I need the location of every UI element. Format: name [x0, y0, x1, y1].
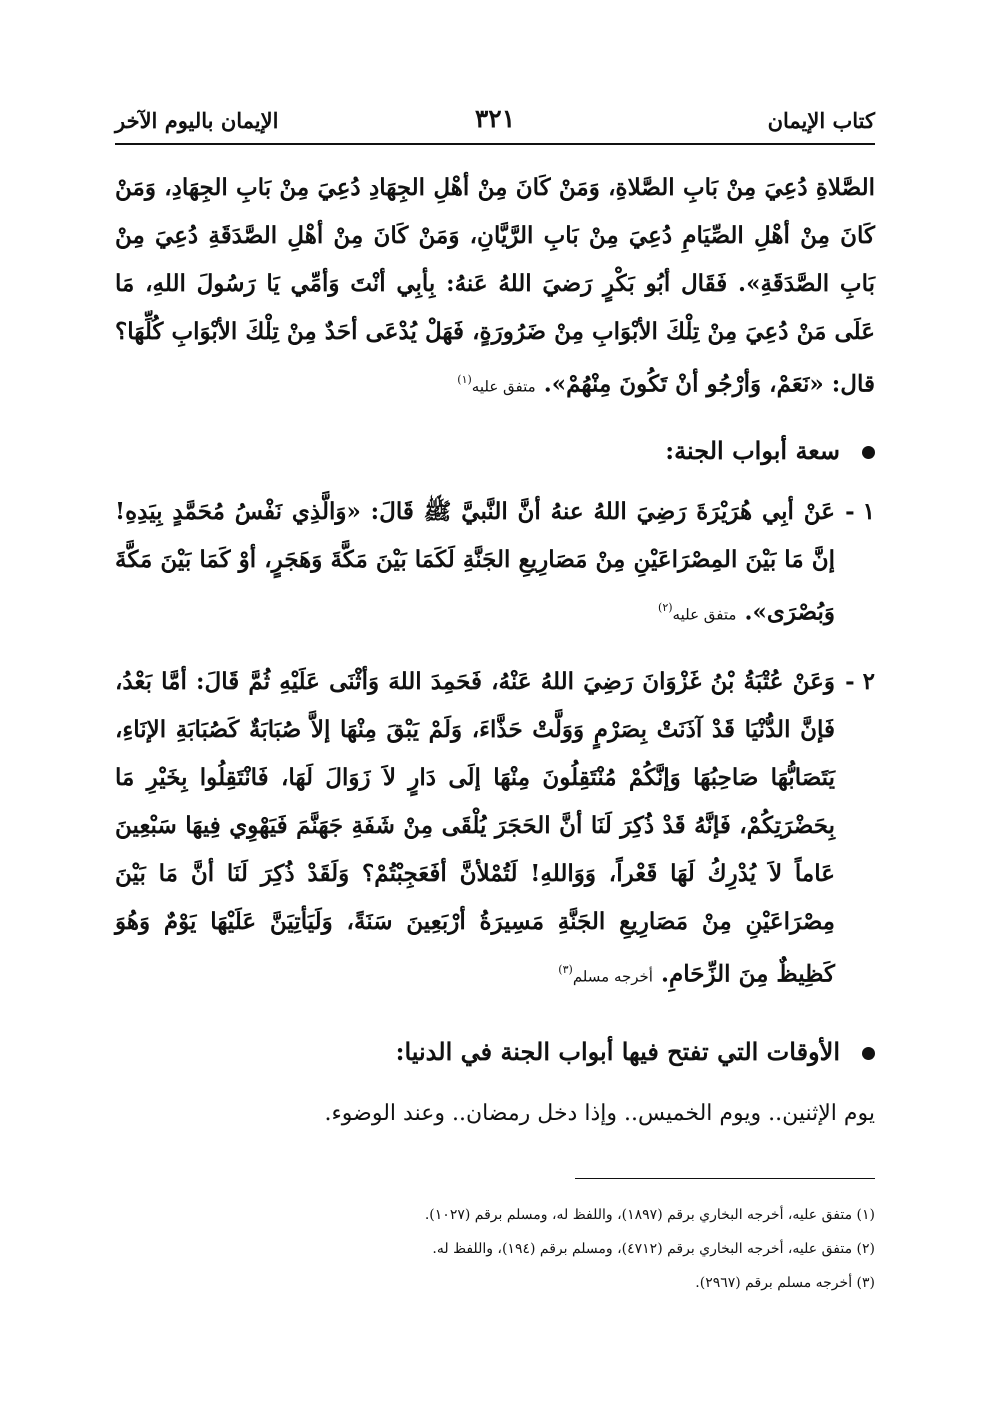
section-heading-text: سعة أبواب الجنة: [665, 436, 840, 465]
intro-paragraph [115, 164, 875, 411]
hadith-paragraph [115, 658, 835, 1001]
footnote-3: (٣) أخرجه مسلم برقم (٢٩٦٧). [695, 1275, 875, 1291]
book-title: كتاب الإيمان [767, 108, 875, 133]
page-number: ٣٢١ [474, 104, 516, 133]
item-number: ٢ - [845, 668, 875, 695]
header-rule [115, 143, 875, 145]
footnote-mark-2: (٢) [658, 601, 673, 614]
footnote-mark-3: (٣) [558, 963, 573, 976]
hadith-text: عَنْ أبِي هُرَيْرَةَ رَضِيَ اللهُ عنهُ أنَّ النَّبيَّ ﷺ قَالَ: «وَالَّذِي نَفْسُ مُحَمَّدٍ بِيَدِهِ! إنَّ مَا بَيْنَ المِصْرَاعَيْنِ مِنْ مَصَارِيعِ الجَنَّةِ لَكَمَا بَيْنَ مَكَّةَ وَهَجَرٍ، أوْ كَمَا بَيْنَ مَكَّةَ وَبُصْرَى». [115, 498, 835, 626]
bullet-icon [862, 446, 875, 459]
section-heading-text: الأوقات التي تفتح فيها أبواب الجنة في الدنيا: [395, 1037, 840, 1066]
section-heading-opening-times [115, 1037, 875, 1066]
opening-times-paragraph: يوم الإثنين.. ويوم الخميس.. وإذا دخل رمضان.. وعند الوضوء. [324, 1101, 875, 1126]
chapter-title: الإيمان باليوم الآخر [115, 108, 279, 133]
footnotes [115, 1198, 875, 1300]
section-heading-gates-size [115, 436, 875, 465]
running-header [115, 102, 875, 142]
hadith-item-2 [115, 658, 875, 1001]
footnote-1: (١) متفق عليه، أخرجه البخاري برقم (١٨٩٧)، واللفظ له، ومسلم برقم (١٠٢٧). [424, 1207, 875, 1223]
intro-reference: متفق عليه [471, 377, 536, 396]
footnote-rule [575, 1178, 875, 1179]
footnote-mark-1: (١) [457, 373, 472, 386]
intro-text: الصَّلاةِ دُعِيَ مِنْ بَابِ الصَّلاةِ، وَمَنْ كَانَ مِنْ أهْلِ الجِهَادِ دُعِيَ مِنْ بَابِ الجِهَادِ، وَمَنْ كَانَ مِنْ أهْلِ الصِّيَامِ دُعِيَ مِنْ بَابِ الرَّيَّانِ، وَمَنْ كَانَ مِنْ أهْلِ الصَّدَقَةِ دُعِيَ مِنْ بَابِ الصَّدَقَةِ». فَقَال أبُو بَكْرٍ رَضيَ اللهُ عَنهُ: بِأبِي أنْتَ وَأمِّي يَا رَسُولَ اللهِ، مَا عَلَى مَنْ دُعِيَ مِنْ تِلْكَ الأبْوَابِ مِنْ ضَرُورَةٍ، فَهَلْ يُدْعَى أحَدٌ مِنْ تِلْكَ الأبْوَابِ كُلِّهَا؟ قال: «نَعَمْ، وَأرْجُو أنْ تَكُونَ مِنْهُمْ». [115, 174, 875, 398]
hadith-text: وَعَنْ عُتْبَةُ بْنُ غَزْوَانَ رَضِيَ اللهُ عَنْهُ، فَحَمِدَ اللهَ وَأثْنَى عَلَيْهِ ثُمَّ قَالَ: أمَّا بَعْدُ، فَإنَّ الدُّنْيَا قَدْ آذَنَتْ بِصَرْمٍ وَوَلَّتْ حَذَّاءَ، وَلَمْ يَبْقَ مِنْهَا إلاَّ صُبَابَةٌ كَصُبَابَةِ الإنَاءِ، يَتَصَابُّهَا صَاحِبُهَا وَإنَّكُمْ مُنْتَقِلُونَ مِنْهَا إلَى دَارٍ لاَ زَوَالَ لَهَا، فَانْتَقِلُوا بِخَيْرِ مَا بِحَضْرَتِكُمْ، فَإنَّهُ قَدْ ذُكِرَ لَنَا أنَّ الحَجَرَ يُلْقَى مِنْ شَفَةِ جَهَنَّمَ فَيَهْوِي فِيهَا سَبْعِينَ عَاماً لاَ يُدْرِكُ لَهَا قَعْراً، وَوَاللهِ! لَتُمْلأنَّ أفَعَجِبْتُمْ؟ وَلَقَدْ ذُكِرَ لَنَا أنَّ مَا بَيْنَ مِصْرَاعَيْنِ مِنْ مَصَارِيعِ الجَنَّةِ مَسِيرَةُ أرْبَعِينَ سَنَةً، وَلَيَأتِيَنَّ عَلَيْهَا يَوْمٌ وَهُوَ كَظِيظٌ مِنَ الزِّحَامِ. [115, 668, 835, 988]
footnote-2: (٢) متفق عليه، أخرجه البخاري برقم (٤٧١٢)، ومسلم برقم (١٩٤)، واللفظ له. [432, 1241, 875, 1257]
bullet-icon [862, 1047, 875, 1060]
item-number: ١ - [845, 498, 875, 525]
hadith-item-1 [115, 488, 875, 639]
hadith-reference: متفق عليه [672, 605, 737, 624]
hadith-reference: أخرجه مسلم [572, 967, 653, 986]
hadith-paragraph [115, 488, 835, 639]
